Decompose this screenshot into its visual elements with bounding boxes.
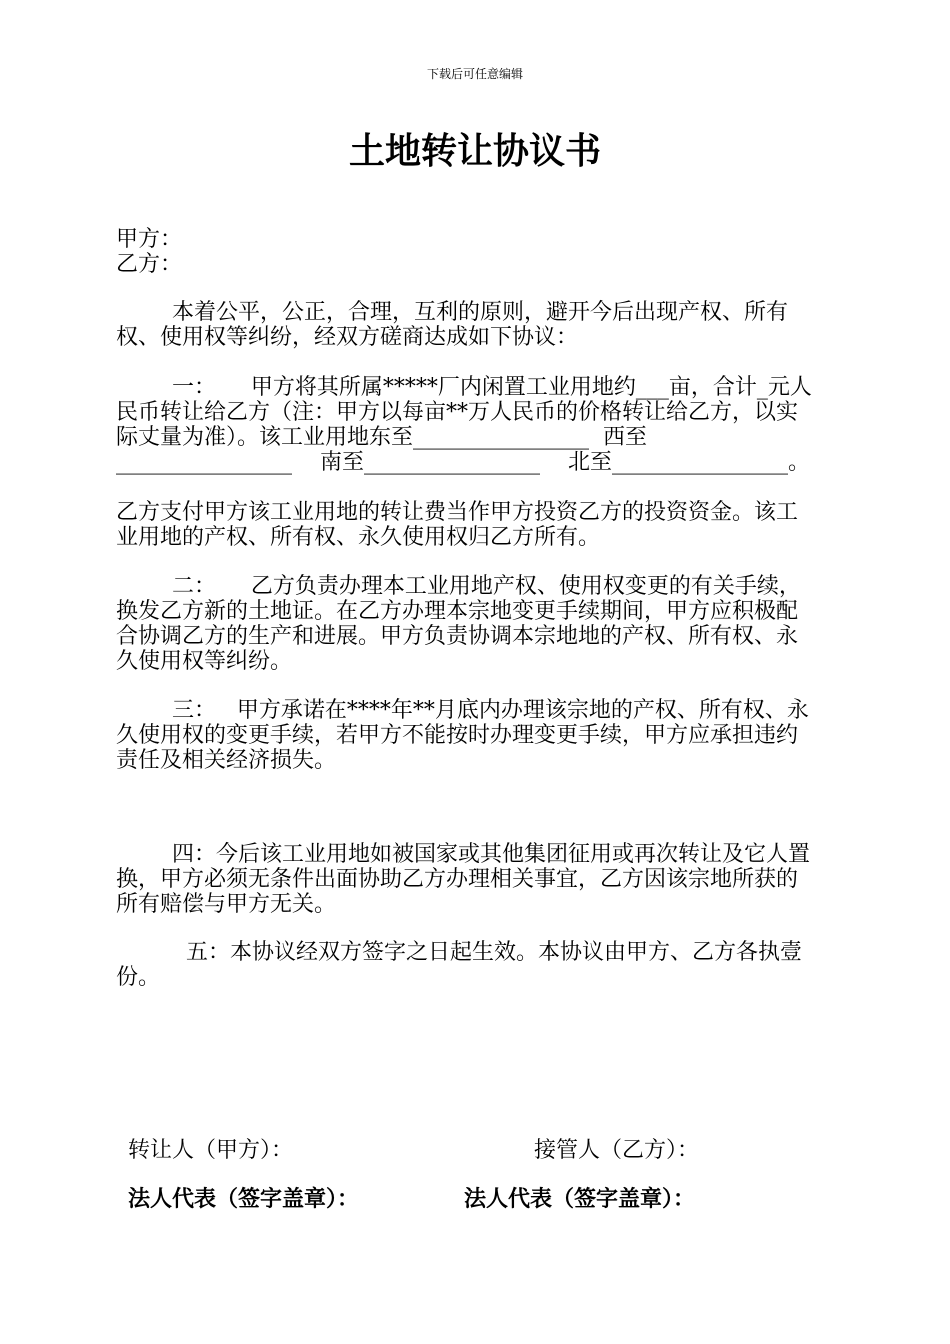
- clause-3: 三： 甲方承诺在****年**月底内办理该宗地的产权、所有权、永久使用权的变更手续，若甲方不能按时办理变更手续，甲方应承担违约责任及相关经济损失。: [116, 698, 809, 773]
- header-note: 下载后可任意编辑: [426, 67, 523, 81]
- clause-1: 一： 甲方将其所属*****厂内闲置工业用地约___亩，合计_元人民币转让给乙方（注：甲方以每亩**万人民币的价格转让给乙方，以实际丈量为准）。该工业用地东至________________ 西至________________ 南至________________ 北至________________。: [116, 375, 812, 475]
- legal-rep-a-label: 法人代表（签字盖章）：: [128, 1186, 360, 1212]
- clause-5: 五：本协议经双方签字之日起生效。本协议由甲方、乙方各执壹份。: [116, 940, 802, 990]
- document-title: 土地转让协议书: [348, 130, 601, 172]
- party-b-label: 乙方：: [116, 252, 183, 277]
- transferee-signature-label: 接管人（乙方）：: [534, 1138, 700, 1163]
- intro-paragraph: 本着公平，公正，合理，互利的原则，避开今后出现产权、所有权、使用权等纠纷，经双方磋商达成如下协议：: [116, 300, 788, 350]
- legal-rep-b-label: 法人代表（签字盖章）：: [464, 1186, 696, 1212]
- clause-1-continuation: 乙方支付甲方该工业用地的转让费当作甲方投资乙方的投资资金。该工业用地的产权、所有权、永久使用权归乙方所有。: [116, 500, 799, 550]
- party-a-label: 甲方：: [116, 227, 183, 252]
- clause-4: 四：今后该工业用地如被国家或其他集团征用或再次转让及它人置换，甲方必须无条件出面协助乙方办理相关事宜，乙方因该宗地所获的所有赔偿与甲方无关。: [116, 842, 810, 917]
- clause-2: 二： 乙方负责办理本工业用地产权、使用权变更的有关手续，换发乙方新的土地证。在乙方办理本宗地变更手续期间，甲方应积极配合协调乙方的生产和进展。甲方负责协调本宗地地的产权、所有权、永久使用权等纠纷。: [116, 574, 801, 674]
- transferor-signature-label: 转让人（甲方）：: [128, 1138, 294, 1163]
